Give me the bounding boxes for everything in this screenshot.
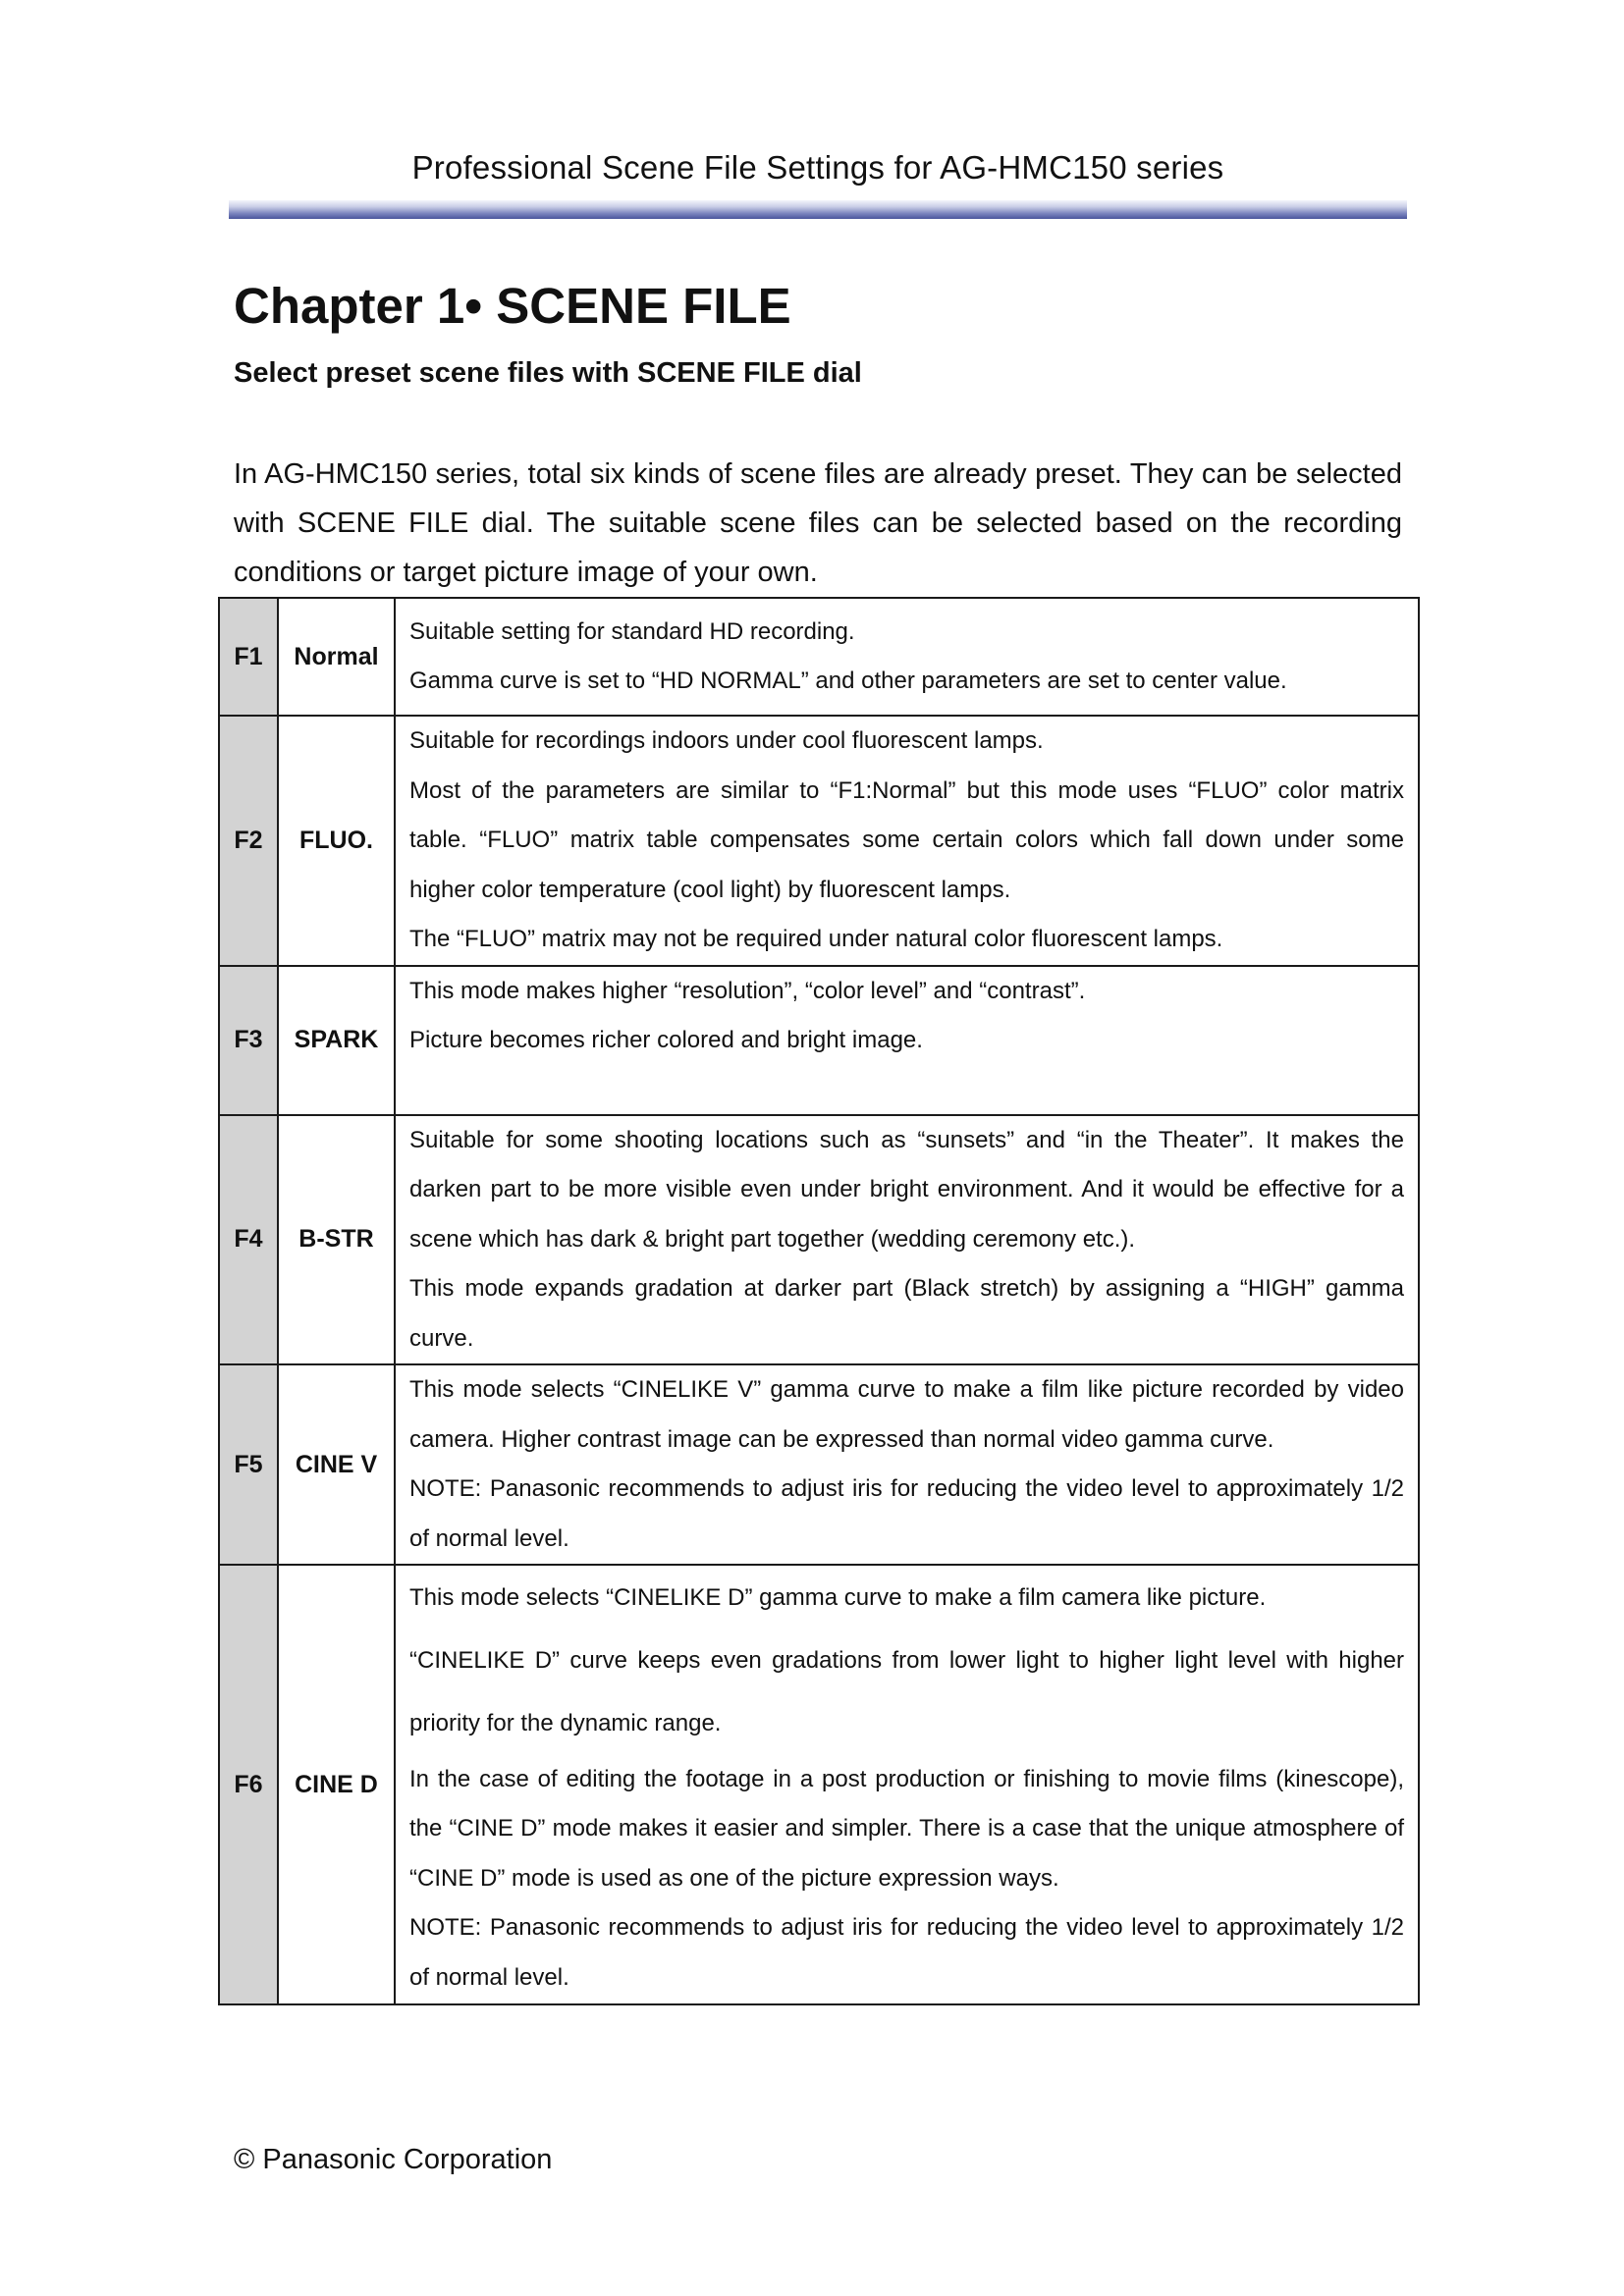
description-line: In the case of editing the footage in a post production or finishing to movie films (kinescope), the “CINE D” mode makes it easier and simpler. There is a case that the unique atmosphere of “CINE D” mode is used as one of the picture expression ways.	[409, 1765, 1404, 1892]
description-line: This mode selects “CINELIKE V” gamma curve to make a film like picture recorded by video camera. Higher contrast image can be expressed than normal video gamma curve.	[409, 1376, 1404, 1453]
description-line: Gamma curve is set to “HD NORMAL” and other parameters are set to center value.	[409, 667, 1287, 694]
description-line: NOTE: Panasonic recommends to adjust iris for reducing the video level to approximately 1/2 of normal level.	[409, 1914, 1404, 1991]
scene-name: CINE V	[278, 1364, 395, 1565]
table-row	[219, 966, 1419, 1115]
table-row	[219, 598, 1419, 716]
section-subtitle: Select preset scene files with SCENE FILE dial	[234, 357, 862, 389]
scene-description	[395, 966, 1419, 1115]
description-line: NOTE: Panasonic recommends to adjust iris for reducing the video level to approximately 1/2 of normal level.	[409, 1475, 1404, 1552]
scene-code: F5	[219, 1364, 278, 1565]
header-divider	[229, 200, 1407, 219]
description-line: The “FLUO” matrix may not be required under natural color fluorescent lamps.	[409, 926, 1223, 952]
description-line: This mode expands gradation at darker part (Black stretch) by assigning a “HIGH” gamma curve.	[409, 1275, 1404, 1352]
scene-file-table	[218, 597, 1420, 2005]
scene-name: FLUO.	[278, 716, 395, 966]
scene-description	[395, 1364, 1419, 1565]
description-line: Suitable for recordings indoors under cool fluorescent lamps.	[409, 727, 1044, 754]
table-row	[219, 1115, 1419, 1365]
page-header-title: Professional Scene File Settings for AG-HMC150 series	[411, 149, 1224, 186]
scene-description	[395, 1115, 1419, 1365]
scene-description	[395, 598, 1419, 716]
scene-name: SPARK	[278, 966, 395, 1115]
chapter-title: Chapter 1• SCENE FILE	[234, 278, 791, 334]
scene-code: F2	[219, 716, 278, 966]
table-row	[219, 1565, 1419, 2004]
copyright-footer: © Panasonic Corporation	[234, 2144, 553, 2175]
description-line: This mode makes higher “resolution”, “color level” and “contrast”.	[409, 977, 1086, 1004]
description-line: “CINELIKE D” curve keeps even gradations from lower light to higher light level with higher priority for the dynamic range.	[409, 1646, 1404, 1736]
scene-name: Normal	[278, 598, 395, 716]
scene-code: F1	[219, 598, 278, 716]
description-line: Most of the parameters are similar to “F1:Normal” but this mode uses “FLUO” color matrix table. “FLUO” matrix table compensates some certain colors which fall down under some higher color temperature (cool light) by fluorescent lamps.	[409, 776, 1404, 903]
table-row	[219, 1364, 1419, 1565]
scene-description	[395, 1565, 1419, 2004]
description-line: Suitable for some shooting locations such as “sunsets” and “in the Theater”. It makes the darken part to be more visible even under bright environment. And it would be effective for a scene which has dark & bright part together (wedding ceremony etc.).	[409, 1126, 1404, 1253]
description-line: This mode selects “CINELIKE D” gamma curve to make a film camera like picture.	[409, 1583, 1267, 1611]
scene-code: F6	[219, 1565, 278, 2004]
scene-code: F3	[219, 966, 278, 1115]
scene-name: CINE D	[278, 1565, 395, 2004]
table-row	[219, 716, 1419, 966]
scene-code: F4	[219, 1115, 278, 1365]
scene-name: B-STR	[278, 1115, 395, 1365]
description-line: Suitable setting for standard HD recording.	[409, 617, 855, 645]
description-line: Picture becomes richer colored and bright image.	[409, 1027, 923, 1053]
scene-description	[395, 716, 1419, 966]
intro-paragraph: In AG-HMC150 series, total six kinds of scene files are already preset. They can be selected with SCENE FILE dial. The suitable scene files can be selected based on the recording conditions or target picture image of your own.	[234, 458, 1402, 588]
